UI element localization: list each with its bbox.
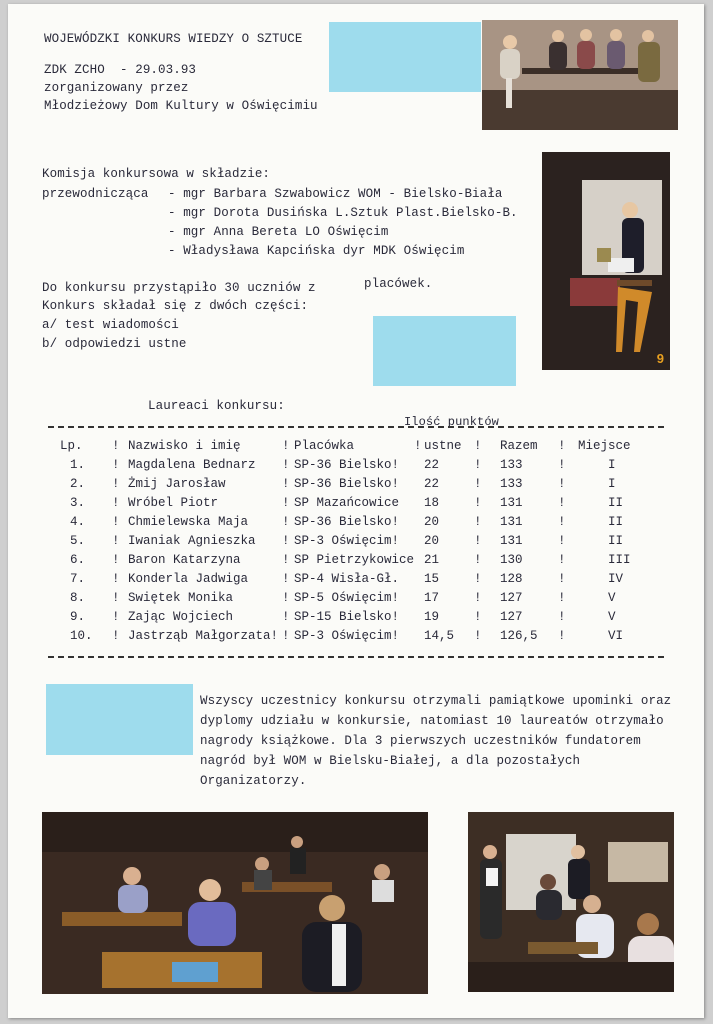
- summary-line: nagrody książkowe. Dla 3 pierwszych uczestników fundatorem: [200, 734, 641, 748]
- intro-part-b: b/ odpowiedzi ustne: [42, 337, 187, 351]
- row-total: 130: [500, 552, 523, 567]
- row-school: SP-36 Bielsko!: [294, 457, 400, 472]
- row-place: II: [608, 495, 624, 510]
- row-total: 133: [500, 476, 523, 491]
- row-oral: 20: [424, 533, 440, 548]
- photo-speaker: [542, 152, 670, 370]
- row-place: I: [608, 457, 616, 472]
- row-school: SP Pietrzykowice: [294, 552, 415, 567]
- row-place: II: [608, 533, 624, 548]
- row-lp: 5.: [70, 533, 86, 548]
- row-name: Jastrząb Małgorzata!: [128, 628, 279, 643]
- commission-member: - mgr Barbara Szwabowicz WOM - Bielsko-Biała: [168, 187, 503, 201]
- table-row: 8. ! Swiętek Monika ! SP-5 Oświęcim! 17 ! 127 ! V: [60, 588, 648, 607]
- photo-date-stamp: 9: [656, 351, 664, 366]
- table-row: 3. ! Wróbel Piotr ! SP Mazańcowice 18 ! 131 ! II: [60, 493, 648, 512]
- row-total: 133: [500, 457, 523, 472]
- row-lp: 10.: [70, 628, 93, 643]
- row-oral: 20: [424, 514, 440, 529]
- intro-part-a: a/ test wiadomości: [42, 318, 179, 332]
- row-total: 131: [500, 514, 523, 529]
- row-lp: 1.: [70, 457, 86, 472]
- table-row: 2. ! Żmij Jarosław ! SP-36 Bielsko! 22 ! 133 ! I: [60, 474, 648, 493]
- intro-participants: Do konkursu przystąpiło 30 uczniów z: [42, 281, 316, 295]
- intro-schools: placówek.: [364, 277, 433, 291]
- header-date-line: ZDK ZCHO - 29.03.93: [44, 63, 197, 77]
- row-place: I: [608, 476, 616, 491]
- row-lp: 3.: [70, 495, 86, 510]
- row-oral: 15: [424, 571, 440, 586]
- row-place: VI: [608, 628, 624, 643]
- row-place: III: [608, 552, 631, 567]
- intro-parts: Konkurs składał się z dwóch części:: [42, 299, 309, 313]
- row-total: 126,5: [500, 628, 538, 643]
- commission-member: - mgr Dorota Dusińska L.Sztuk Plast.Bielsko-B.: [168, 206, 518, 220]
- summary-line: dyplomy udziału w konkursie, natomiast 10 laureatów otrzymało: [200, 714, 664, 728]
- row-lp: 6.: [70, 552, 86, 567]
- row-name: Baron Katarzyna: [128, 552, 241, 567]
- table-row: 10. ! Jastrząb Małgorzata! ! SP-3 Oświęcim! 14,5 ! 126,5 ! VI: [60, 626, 648, 645]
- row-oral: 19: [424, 609, 440, 624]
- row-name: Żmij Jarosław: [128, 476, 226, 491]
- row-name: Konderla Jadwiga: [128, 571, 249, 586]
- row-school: SP-3 Oświęcim!: [294, 533, 400, 548]
- contest-title: WOJEWÓDZKI KONKURS WIEDZY O SZTUCE: [44, 32, 303, 46]
- col-school: Placówka: [294, 438, 355, 453]
- summary-line: Organizatorzy.: [200, 774, 307, 788]
- table-row: 7. ! Konderla Jadwiga ! SP-4 Wisła-Gł. 15 ! 128 ! IV: [60, 569, 648, 588]
- table-row: 6. ! Baron Katarzyna ! SP Pietrzykowice 21 ! 130 ! III: [60, 550, 648, 569]
- blue-label: [329, 22, 481, 92]
- blue-label: [46, 684, 193, 755]
- row-school: SP-4 Wisła-Gł.: [294, 571, 400, 586]
- table-row: 4. ! Chmielewska Maja ! SP-36 Bielsko! 20 ! 131 ! II: [60, 512, 648, 531]
- commission-member: - mgr Anna Bereta LO Oświęcim: [168, 225, 389, 239]
- row-school: SP-5 Oświęcim!: [294, 590, 400, 605]
- row-oral: 21: [424, 552, 440, 567]
- photo-classroom: [42, 812, 428, 994]
- photo-classroom-image: [42, 812, 428, 994]
- table-row: 9. ! Zając Wojciech ! SP-15 Bielsko! 19 ! 127 ! V: [60, 607, 648, 626]
- commission-member: - Władysława Kapcińska dyr MDK Oświęcim: [168, 244, 465, 258]
- results-heading: Laureaci konkursu:: [148, 399, 285, 413]
- table-rule-bottom: [48, 656, 664, 658]
- row-name: Chmielewska Maja: [128, 514, 249, 529]
- row-place: II: [608, 514, 624, 529]
- table-row: 5. ! Iwaniak Agnieszka ! SP-3 Oświęcim! 20 ! 131 ! II: [60, 531, 648, 550]
- results-body: [60, 455, 648, 645]
- photo-speaker-image: [542, 152, 670, 370]
- summary-line: Wszyscy uczestnicy konkursu otrzymali pamiątkowe upominki oraz: [200, 694, 672, 708]
- row-total: 127: [500, 590, 523, 605]
- commission-heading: Komisja konkursowa w składzie:: [42, 167, 271, 181]
- row-name: Iwaniak Agnieszka: [128, 533, 256, 548]
- row-lp: 7.: [70, 571, 86, 586]
- row-lp: 2.: [70, 476, 86, 491]
- header-organizer: Młodzieżowy Dom Kultury w Oświęcimiu: [44, 99, 318, 113]
- row-place: V: [608, 609, 616, 624]
- row-school: SP-3 Oświęcim!: [294, 628, 400, 643]
- col-total: Razem: [500, 438, 538, 453]
- row-place: V: [608, 590, 616, 605]
- col-name: Nazwisko i imię: [128, 438, 241, 453]
- row-total: 131: [500, 533, 523, 548]
- photo-jury: [482, 20, 678, 130]
- row-name: Magdalena Bednarz: [128, 457, 256, 472]
- table-header-row: Lp. ! Nazwisko i imię ! Placówka ! ustne ! Razem ! Miejsce: [60, 436, 648, 455]
- row-oral: 22: [424, 476, 440, 491]
- row-place: IV: [608, 571, 624, 586]
- row-lp: 9.: [70, 609, 86, 624]
- photo-oral-exam-image: [468, 812, 674, 992]
- row-oral: 17: [424, 590, 440, 605]
- points-header: Ilość punktów: [404, 415, 499, 429]
- row-school: SP-15 Bielsko!: [294, 609, 400, 624]
- photo-oral-exam: [468, 812, 674, 992]
- row-school: SP-36 Bielsko!: [294, 476, 400, 491]
- commission-chair-label: przewodnicząca: [42, 187, 149, 201]
- header-organized-by: zorganizowany przez: [44, 81, 189, 95]
- row-school: SP-36 Bielsko!: [294, 514, 400, 529]
- col-place: Miejsce: [578, 438, 631, 453]
- summary-line: nagród był WOM w Bielsku-Białej, a dla pozostałych: [200, 754, 581, 768]
- col-oral: ustne: [424, 438, 462, 453]
- table-rule-top: [48, 426, 664, 428]
- row-name: Swiętek Monika: [128, 590, 234, 605]
- row-total: 131: [500, 495, 523, 510]
- results-table: [60, 436, 648, 645]
- row-oral: 18: [424, 495, 440, 510]
- row-name: Wróbel Piotr: [128, 495, 219, 510]
- row-lp: 4.: [70, 514, 86, 529]
- row-total: 128: [500, 571, 523, 586]
- row-total: 127: [500, 609, 523, 624]
- blue-label: [373, 316, 516, 386]
- row-oral: 22: [424, 457, 440, 472]
- row-lp: 8.: [70, 590, 86, 605]
- col-lp: Lp.: [60, 438, 83, 453]
- row-oral: 14,5: [424, 628, 455, 643]
- document-page: [8, 4, 704, 1018]
- table-row: 1. ! Magdalena Bednarz ! SP-36 Bielsko! 22 ! 133 ! I: [60, 455, 648, 474]
- photo-jury-image: [482, 20, 678, 130]
- row-school: SP Mazańcowice: [294, 495, 400, 510]
- row-name: Zając Wojciech: [128, 609, 234, 624]
